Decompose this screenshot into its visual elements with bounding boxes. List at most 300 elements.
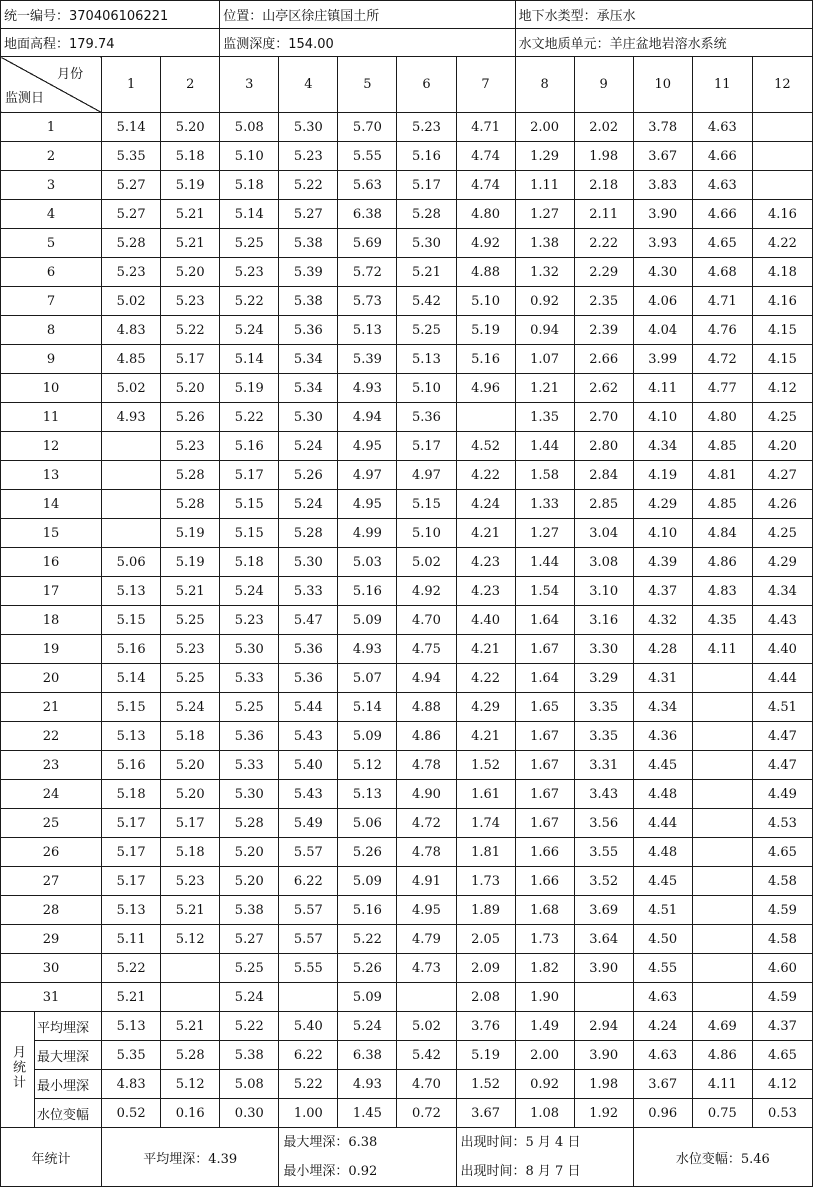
depth-cell: 4.78	[397, 751, 456, 780]
depth-cell: 4.24	[456, 490, 515, 519]
depth-cell: 5.24	[220, 983, 279, 1012]
depth-cell: 4.27	[752, 461, 812, 490]
depth-cell: 5.33	[220, 751, 279, 780]
depth-cell: 5.23	[397, 113, 456, 142]
depth-cell: 5.36	[279, 316, 338, 345]
depth-cell: 1.67	[515, 751, 574, 780]
depth-cell: 4.21	[456, 519, 515, 548]
depth-cell: 4.68	[692, 258, 752, 287]
depth-cell: 5.17	[161, 345, 220, 374]
depth-cell: 4.86	[397, 722, 456, 751]
stat-cell: 4.86	[692, 1041, 752, 1070]
depth-cell: 5.16	[397, 142, 456, 171]
depth-cell	[752, 142, 812, 171]
depth-cell: 3.16	[574, 606, 633, 635]
table-row	[1, 925, 813, 954]
depth-cell: 5.16	[338, 896, 397, 925]
day-label: 7	[1, 287, 102, 316]
depth-cell: 5.63	[338, 171, 397, 200]
depth-cell: 4.18	[752, 258, 812, 287]
stat-cell: 5.21	[161, 1012, 220, 1041]
depth-cell: 5.24	[220, 577, 279, 606]
depth-cell: 5.23	[161, 635, 220, 664]
stat-cell: 4.37	[752, 1012, 812, 1041]
depth-cell: 4.95	[338, 490, 397, 519]
depth-cell: 4.97	[338, 461, 397, 490]
depth-cell: 2.18	[574, 171, 633, 200]
depth-cell: 4.85	[692, 490, 752, 519]
depth-cell: 5.55	[279, 954, 338, 983]
stat-cell: 0.16	[161, 1099, 220, 1128]
depth-cell: 4.29	[456, 693, 515, 722]
stat-cell: 2.00	[515, 1041, 574, 1070]
depth-cell: 5.15	[102, 693, 161, 722]
stat-row	[1, 1012, 813, 1041]
depth-cell	[102, 490, 161, 519]
depth-cell: 5.13	[102, 722, 161, 751]
depth-cell: 5.30	[220, 780, 279, 809]
monitoring-depth: 监测深度：154.00	[220, 29, 515, 57]
depth-cell: 5.19	[220, 374, 279, 403]
depth-cell: 5.14	[220, 345, 279, 374]
depth-cell: 5.43	[279, 780, 338, 809]
depth-cell: 4.66	[692, 200, 752, 229]
day-label: 15	[1, 519, 102, 548]
annual-range: 水位变幅：5.46	[633, 1128, 812, 1187]
depth-cell: 5.19	[456, 316, 515, 345]
depth-cell: 5.14	[220, 200, 279, 229]
depth-cell: 5.57	[279, 925, 338, 954]
depth-cell: 2.09	[456, 954, 515, 983]
depth-cell: 3.56	[574, 809, 633, 838]
stat-cell: 3.90	[574, 1041, 633, 1070]
depth-cell: 5.06	[338, 809, 397, 838]
depth-cell: 5.72	[338, 258, 397, 287]
depth-cell: 4.40	[456, 606, 515, 635]
depth-cell: 5.10	[456, 287, 515, 316]
day-label: 19	[1, 635, 102, 664]
stat-cell: 5.22	[279, 1070, 338, 1099]
depth-cell: 5.30	[279, 403, 338, 432]
depth-cell: 5.30	[220, 635, 279, 664]
depth-cell: 5.34	[279, 374, 338, 403]
table-row	[1, 577, 813, 606]
day-label: 25	[1, 809, 102, 838]
stat-cell: 1.45	[338, 1099, 397, 1128]
table-row	[1, 983, 813, 1012]
depth-cell: 1.33	[515, 490, 574, 519]
depth-cell: 4.04	[633, 316, 692, 345]
depth-cell: 4.59	[752, 896, 812, 925]
depth-cell: 4.72	[692, 345, 752, 374]
depth-cell: 5.49	[279, 809, 338, 838]
depth-cell: 3.93	[633, 229, 692, 258]
depth-cell: 5.30	[397, 229, 456, 258]
stat-cell: 4.93	[338, 1070, 397, 1099]
depth-cell: 1.73	[456, 867, 515, 896]
day-label: 16	[1, 548, 102, 577]
depth-cell: 5.14	[102, 113, 161, 142]
depth-cell: 5.33	[220, 664, 279, 693]
depth-cell: 5.13	[102, 577, 161, 606]
depth-cell: 2.02	[574, 113, 633, 142]
depth-cell: 4.53	[752, 809, 812, 838]
stat-cell: 1.08	[515, 1099, 574, 1128]
depth-cell: 5.25	[220, 954, 279, 983]
stat-cell: 1.98	[574, 1070, 633, 1099]
depth-cell: 3.83	[633, 171, 692, 200]
stat-label: 最大埋深	[35, 1041, 102, 1070]
corner-header	[1, 57, 102, 113]
depth-cell: 4.32	[633, 606, 692, 635]
depth-cell: 3.43	[574, 780, 633, 809]
depth-cell: 4.59	[752, 983, 812, 1012]
depth-cell: 5.14	[102, 664, 161, 693]
depth-cell: 5.35	[102, 142, 161, 171]
month-header: 3	[220, 57, 279, 113]
depth-cell: 1.82	[515, 954, 574, 983]
depth-cell: 5.12	[338, 751, 397, 780]
depth-cell: 5.20	[220, 838, 279, 867]
annual-stats-label: 年统计	[1, 1128, 102, 1187]
depth-cell: 3.30	[574, 635, 633, 664]
depth-cell: 5.18	[161, 142, 220, 171]
depth-cell: 1.54	[515, 577, 574, 606]
depth-cell: 3.29	[574, 664, 633, 693]
depth-cell: 5.20	[161, 374, 220, 403]
depth-cell	[692, 925, 752, 954]
stat-cell: 4.69	[692, 1012, 752, 1041]
depth-cell: 5.08	[220, 113, 279, 142]
depth-cell: 4.39	[633, 548, 692, 577]
depth-cell: 4.45	[633, 867, 692, 896]
stat-cell: 4.65	[752, 1041, 812, 1070]
depth-cell: 4.93	[102, 403, 161, 432]
depth-cell: 1.64	[515, 664, 574, 693]
depth-cell: 4.47	[752, 722, 812, 751]
depth-cell: 4.25	[752, 403, 812, 432]
depth-cell	[692, 809, 752, 838]
depth-cell: 2.62	[574, 374, 633, 403]
depth-cell: 5.09	[338, 722, 397, 751]
table-row	[1, 113, 813, 142]
depth-cell: 4.23	[456, 577, 515, 606]
depth-cell: 4.96	[456, 374, 515, 403]
stat-cell: 5.12	[161, 1070, 220, 1099]
depth-cell: 1.66	[515, 838, 574, 867]
depth-cell: 4.74	[456, 171, 515, 200]
depth-cell: 5.21	[161, 200, 220, 229]
depth-cell: 5.21	[397, 258, 456, 287]
depth-cell: 4.11	[692, 635, 752, 664]
stat-cell: 5.28	[161, 1041, 220, 1070]
table-row	[1, 200, 813, 229]
depth-cell: 5.28	[102, 229, 161, 258]
month-header: 6	[397, 57, 456, 113]
depth-cell: 4.79	[397, 925, 456, 954]
table-row	[1, 809, 813, 838]
depth-cell: 1.29	[515, 142, 574, 171]
header-row-1	[1, 1, 813, 29]
depth-cell: 5.25	[161, 606, 220, 635]
depth-cell: 5.38	[220, 896, 279, 925]
depth-cell: 4.26	[752, 490, 812, 519]
month-header: 9	[574, 57, 633, 113]
depth-cell: 1.11	[515, 171, 574, 200]
stat-cell: 5.38	[220, 1041, 279, 1070]
depth-cell: 5.25	[220, 693, 279, 722]
depth-cell: 5.18	[102, 780, 161, 809]
depth-cell: 1.44	[515, 432, 574, 461]
stat-cell: 5.02	[397, 1012, 456, 1041]
depth-cell: 5.16	[456, 345, 515, 374]
depth-cell: 4.34	[633, 432, 692, 461]
month-header: 8	[515, 57, 574, 113]
depth-cell: 4.58	[752, 925, 812, 954]
stat-cell: 5.13	[102, 1012, 161, 1041]
depth-cell: 5.20	[161, 780, 220, 809]
table-row	[1, 867, 813, 896]
depth-cell: 2.70	[574, 403, 633, 432]
depth-cell: 5.36	[279, 635, 338, 664]
depth-cell: 4.45	[633, 751, 692, 780]
depth-cell: 0.92	[515, 287, 574, 316]
depth-cell: 3.67	[633, 142, 692, 171]
depth-cell: 1.67	[515, 780, 574, 809]
depth-cell: 4.30	[633, 258, 692, 287]
depth-cell: 5.24	[220, 316, 279, 345]
groundwater-type: 地下水类型：承压水	[515, 1, 812, 29]
depth-cell: 4.15	[752, 316, 812, 345]
depth-cell: 1.32	[515, 258, 574, 287]
header-row-2	[1, 29, 813, 57]
depth-cell: 2.11	[574, 200, 633, 229]
depth-cell	[692, 722, 752, 751]
depth-cell: 5.36	[279, 664, 338, 693]
depth-cell: 3.35	[574, 722, 633, 751]
depth-cell: 4.92	[456, 229, 515, 258]
depth-cell: 4.28	[633, 635, 692, 664]
depth-cell: 4.63	[692, 113, 752, 142]
depth-cell: 3.52	[574, 867, 633, 896]
depth-cell: 5.15	[220, 519, 279, 548]
depth-cell: 5.42	[397, 287, 456, 316]
depth-cell: 4.51	[752, 693, 812, 722]
day-label: 11	[1, 403, 102, 432]
depth-cell: 1.64	[515, 606, 574, 635]
day-label: 4	[1, 200, 102, 229]
depth-cell: 5.26	[338, 838, 397, 867]
stat-cell: 0.52	[102, 1099, 161, 1128]
depth-cell: 4.95	[338, 432, 397, 461]
depth-cell: 1.65	[515, 693, 574, 722]
table-row	[1, 896, 813, 925]
stat-cell: 1.49	[515, 1012, 574, 1041]
depth-cell	[279, 983, 338, 1012]
depth-cell	[692, 896, 752, 925]
depth-cell: 5.18	[220, 171, 279, 200]
day-label: 12	[1, 432, 102, 461]
table-row	[1, 142, 813, 171]
day-label: 18	[1, 606, 102, 635]
depth-cell: 5.24	[279, 490, 338, 519]
depth-cell: 1.52	[456, 751, 515, 780]
depth-cell: 1.66	[515, 867, 574, 896]
depth-cell: 3.31	[574, 751, 633, 780]
depth-cell: 1.74	[456, 809, 515, 838]
day-label: 9	[1, 345, 102, 374]
depth-cell: 5.18	[161, 722, 220, 751]
depth-cell: 1.67	[515, 722, 574, 751]
depth-cell: 5.17	[102, 867, 161, 896]
depth-cell: 4.35	[692, 606, 752, 635]
depth-cell: 1.07	[515, 345, 574, 374]
depth-cell: 4.85	[102, 345, 161, 374]
depth-cell: 4.10	[633, 519, 692, 548]
depth-cell: 4.12	[752, 374, 812, 403]
depth-cell: 5.17	[102, 838, 161, 867]
day-label: 27	[1, 867, 102, 896]
depth-cell: 4.93	[338, 635, 397, 664]
depth-cell: 5.28	[161, 490, 220, 519]
depth-cell: 4.94	[397, 664, 456, 693]
depth-cell: 5.13	[338, 316, 397, 345]
day-label: 2	[1, 142, 102, 171]
stat-cell: 5.19	[456, 1041, 515, 1070]
depth-cell: 5.02	[397, 548, 456, 577]
depth-cell: 4.15	[752, 345, 812, 374]
depth-cell: 5.17	[161, 809, 220, 838]
depth-cell: 4.34	[633, 693, 692, 722]
depth-cell: 5.57	[279, 838, 338, 867]
depth-cell: 5.09	[338, 606, 397, 635]
depth-cell: 1.68	[515, 896, 574, 925]
stat-cell: 0.53	[752, 1099, 812, 1128]
depth-cell: 5.23	[161, 287, 220, 316]
depth-cell	[692, 954, 752, 983]
table-row	[1, 258, 813, 287]
depth-cell: 5.28	[397, 200, 456, 229]
depth-cell: 5.36	[397, 403, 456, 432]
depth-cell: 5.44	[279, 693, 338, 722]
depth-cell: 4.16	[752, 200, 812, 229]
depth-cell: 4.34	[752, 577, 812, 606]
depth-cell	[692, 983, 752, 1012]
depth-cell: 4.21	[456, 722, 515, 751]
depth-cell: 4.72	[397, 809, 456, 838]
depth-cell: 4.99	[338, 519, 397, 548]
depth-cell: 5.12	[161, 925, 220, 954]
depth-cell: 5.10	[397, 374, 456, 403]
depth-cell: 5.43	[279, 722, 338, 751]
stat-label: 水位变幅	[35, 1099, 102, 1128]
depth-cell: 4.22	[456, 664, 515, 693]
annual-times	[456, 1128, 633, 1187]
depth-cell: 5.21	[161, 577, 220, 606]
day-label: 10	[1, 374, 102, 403]
depth-cell: 5.02	[102, 287, 161, 316]
depth-cell: 4.20	[752, 432, 812, 461]
depth-cell: 4.19	[633, 461, 692, 490]
depth-cell: 5.23	[279, 142, 338, 171]
table-row	[1, 664, 813, 693]
depth-cell: 4.29	[752, 548, 812, 577]
depth-cell: 5.57	[279, 896, 338, 925]
depth-cell: 5.30	[279, 113, 338, 142]
day-label: 8	[1, 316, 102, 345]
depth-cell: 5.23	[102, 258, 161, 287]
depth-cell: 4.78	[397, 838, 456, 867]
stat-cell: 4.24	[633, 1012, 692, 1041]
stat-cell: 3.67	[633, 1070, 692, 1099]
depth-cell: 6.38	[338, 200, 397, 229]
depth-cell: 4.94	[338, 403, 397, 432]
depth-cell: 5.26	[161, 403, 220, 432]
depth-cell: 4.37	[633, 577, 692, 606]
stat-cell: 5.40	[279, 1012, 338, 1041]
table-row	[1, 693, 813, 722]
stat-cell: 4.63	[633, 1041, 692, 1070]
depth-cell: 4.83	[102, 316, 161, 345]
depth-cell: 4.76	[692, 316, 752, 345]
depth-cell: 4.44	[633, 809, 692, 838]
depth-cell: 1.27	[515, 519, 574, 548]
depth-cell: 5.39	[279, 258, 338, 287]
depth-cell: 1.38	[515, 229, 574, 258]
depth-cell: 5.09	[338, 867, 397, 896]
stat-cell: 1.92	[574, 1099, 633, 1128]
depth-cell: 5.25	[397, 316, 456, 345]
stat-cell: 6.38	[338, 1041, 397, 1070]
depth-cell: 4.40	[752, 635, 812, 664]
depth-cell	[692, 693, 752, 722]
depth-cell: 4.49	[752, 780, 812, 809]
depth-cell: 5.38	[279, 287, 338, 316]
depth-cell: 5.27	[220, 925, 279, 954]
month-header: 5	[338, 57, 397, 113]
depth-cell: 5.16	[102, 751, 161, 780]
depth-cell: 0.94	[515, 316, 574, 345]
depth-cell: 5.17	[102, 809, 161, 838]
depth-cell: 5.17	[397, 432, 456, 461]
table-row	[1, 461, 813, 490]
depth-cell: 4.29	[633, 490, 692, 519]
depth-cell: 2.66	[574, 345, 633, 374]
depth-cell: 4.83	[692, 577, 752, 606]
depth-cell: 5.14	[338, 693, 397, 722]
depth-cell: 3.55	[574, 838, 633, 867]
depth-cell: 5.55	[338, 142, 397, 171]
depth-cell: 4.50	[633, 925, 692, 954]
depth-cell: 4.75	[397, 635, 456, 664]
annual-min: 最小埋深：0.92	[283, 1163, 378, 1179]
depth-cell: 1.90	[515, 983, 574, 1012]
depth-cell: 4.66	[692, 142, 752, 171]
depth-cell: 5.06	[102, 548, 161, 577]
depth-cell: 4.88	[456, 258, 515, 287]
depth-cell: 2.85	[574, 490, 633, 519]
depth-cell: 4.88	[397, 693, 456, 722]
annual-min-time: 出现时间：8 月 7 日	[460, 1163, 581, 1179]
day-label: 14	[1, 490, 102, 519]
table-row	[1, 403, 813, 432]
depth-cell	[692, 867, 752, 896]
ground-elevation: 地面高程：179.74	[1, 29, 220, 57]
month-header-row	[1, 57, 813, 113]
depth-cell: 2.84	[574, 461, 633, 490]
depth-cell: 5.28	[279, 519, 338, 548]
depth-cell: 4.92	[397, 577, 456, 606]
